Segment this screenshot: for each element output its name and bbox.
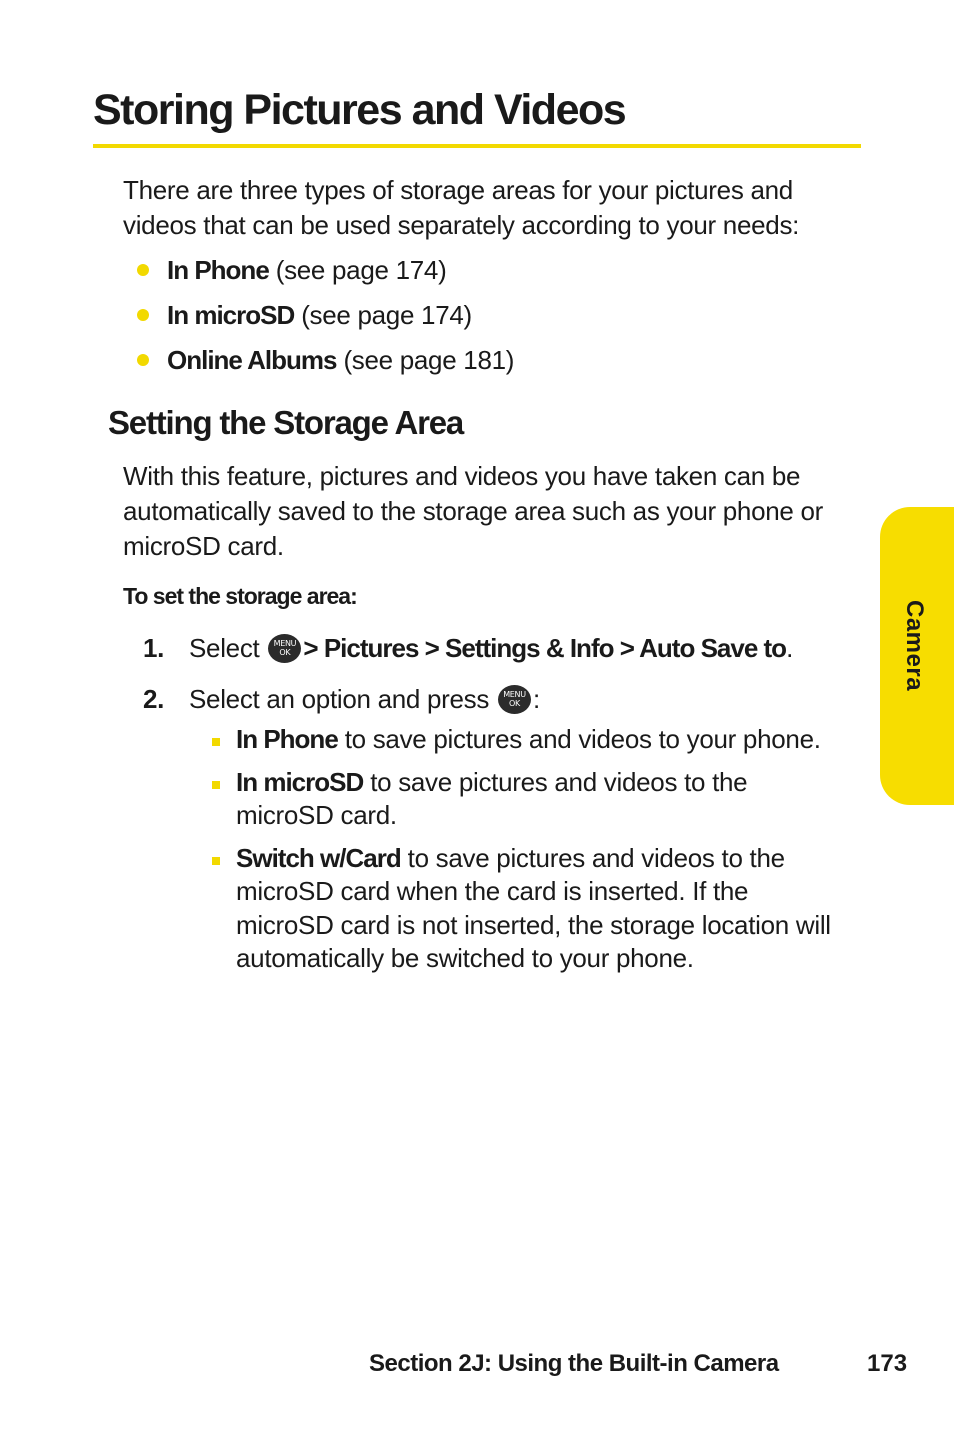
list-item xyxy=(123,297,514,342)
menu-ok-key-icon: MENU OK xyxy=(498,685,531,714)
step-suffix: : xyxy=(533,684,540,714)
step-text xyxy=(189,630,793,666)
list-item-term: In microSD xyxy=(167,300,295,330)
bullet-icon xyxy=(137,264,149,276)
list-item-term: In Phone xyxy=(167,255,269,285)
section-heading: Setting the Storage Area xyxy=(108,404,464,441)
step-number: 2. xyxy=(143,684,165,714)
title-rule xyxy=(93,144,861,148)
square-bullet-icon xyxy=(212,781,220,789)
bullet-icon xyxy=(137,309,149,321)
option-text: to save pictures and videos to the microSD card. xyxy=(236,766,748,830)
section-description: With this feature, pictures and videos you have taken can be automatically saved to the storage area such as your phone or microSD card. xyxy=(123,461,824,561)
page-number: 173 xyxy=(867,1350,908,1377)
side-tab-label: Camera xyxy=(901,600,928,692)
option-item xyxy=(208,766,796,833)
option-list xyxy=(208,723,848,985)
option-item xyxy=(208,842,851,976)
option-item xyxy=(208,723,848,757)
square-bullet-icon xyxy=(212,738,220,746)
step-suffix: . xyxy=(786,633,793,663)
option-text: to save pictures and videos to the microSD card when the card is inserted. If the microSD card is not inserted, the storage location will automatically be switched to your phone. xyxy=(236,842,831,973)
menu-path: > Pictures > Settings & Info > Auto Save to xyxy=(303,633,787,663)
procedure-label: To set the storage area: xyxy=(123,583,357,609)
list-item-ref: (see page 181) xyxy=(343,345,515,375)
step-prefix: Select an option and press xyxy=(189,684,490,714)
option-term: In microSD xyxy=(236,766,364,797)
footer-section-title: Section 2J: Using the Built-in Camera xyxy=(369,1350,779,1377)
list-item-term: Online Albums xyxy=(167,345,337,375)
list-item xyxy=(123,252,514,297)
bullet-icon xyxy=(137,354,149,366)
step-number: 1. xyxy=(143,633,165,663)
list-item-ref: (see page 174) xyxy=(275,255,447,285)
menu-ok-key-icon: MENU OK xyxy=(268,634,301,663)
storage-type-list xyxy=(123,252,514,387)
page-title: Storing Pictures and Videos xyxy=(93,86,626,134)
option-term: Switch w/Card xyxy=(236,842,401,873)
option-text: to save pictures and videos to your phone. xyxy=(344,724,821,754)
step-text xyxy=(189,681,540,717)
option-term: In Phone xyxy=(236,724,338,754)
square-bullet-icon xyxy=(212,857,220,865)
intro-paragraph: There are three types of storage areas for your pictures and videos that can be used separately according to your needs: xyxy=(123,175,800,240)
list-item-ref: (see page 174) xyxy=(301,300,472,330)
step-prefix: Select xyxy=(189,633,260,663)
list-item xyxy=(123,342,514,387)
